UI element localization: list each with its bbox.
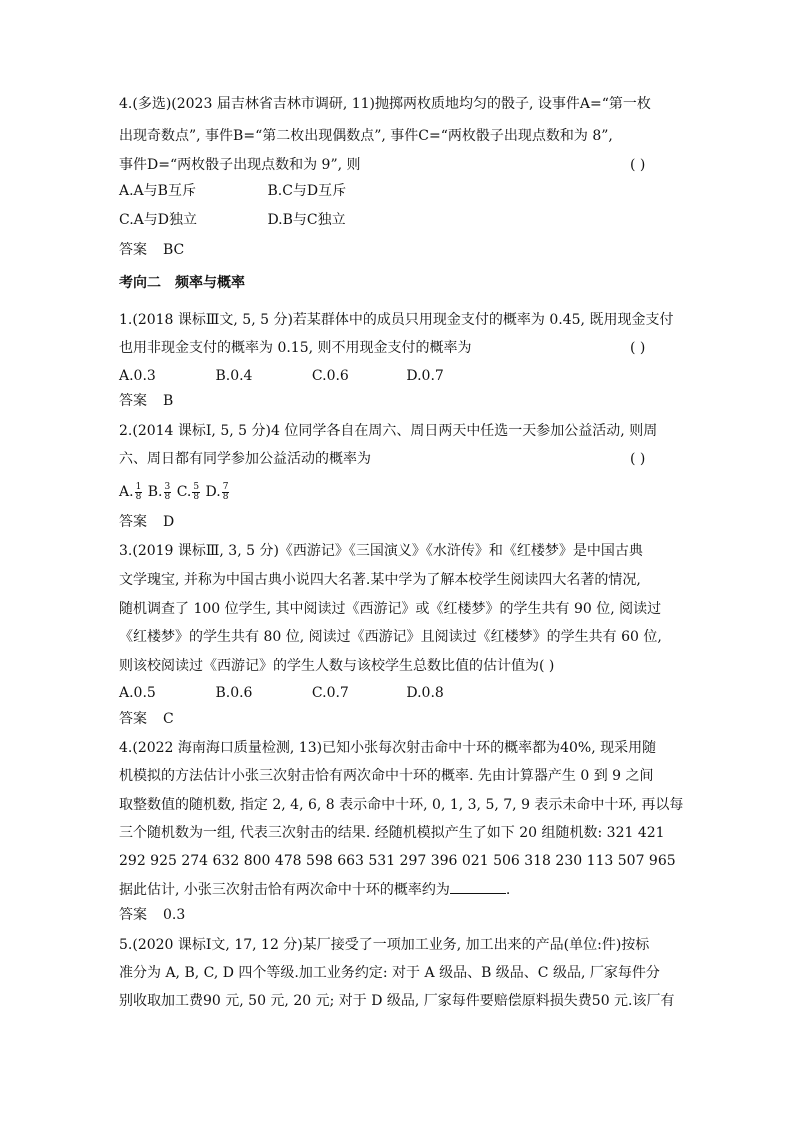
q1-line-1: 1.(2018 课标Ⅲ文, 5, 5 分)若某群体中的成员只用现金支付的概率为 0.45, 既用现金支付 bbox=[119, 312, 674, 328]
answer-value: BC bbox=[163, 242, 185, 258]
q4-multi-line-2: 出现奇数点”, 事件B=“第二枚出现偶数点”, 事件C=“两枚骰子出现点数和为 8”, bbox=[119, 128, 613, 144]
q4-multi-options-row-1 bbox=[119, 181, 346, 201]
option-d: D.B与C独立 bbox=[267, 212, 346, 228]
q1-options bbox=[119, 366, 444, 386]
answer-value: 0.3 bbox=[163, 907, 186, 923]
q1-line-2: 也用非现金支付的概率为 0.15, 则不用现金支付的概率为 bbox=[119, 340, 472, 356]
answer-value: B bbox=[163, 393, 174, 409]
answer-label: 答案 bbox=[119, 711, 147, 727]
q2-line-1: 2.(2014 课标Ⅰ, 5, 5 分)4 位同学各自在周六、周日两天中任选一天参加公益活动, 则周 bbox=[119, 423, 658, 439]
option-a: A.0.5 bbox=[119, 685, 156, 701]
q3-line-3: 随机调查了 100 位学生, 其中阅读过《西游记》或《红楼梦》的学生共有 90 位, 阅读过 bbox=[119, 601, 662, 617]
answer-label: 答案 bbox=[119, 514, 147, 530]
answer-value: D bbox=[163, 514, 175, 530]
option-a: A. $\frac{1}{8}$ bbox=[119, 481, 142, 502]
q3-answer bbox=[119, 709, 174, 729]
q4-line-5: 292 925 274 632 800 478 598 663 531 297 396 021 506 318 230 113 507 965 bbox=[119, 853, 676, 869]
option-a: A.0.3 bbox=[119, 368, 156, 384]
q4-multi-line-3: 事件D=“两枚骰子出现点数和为 9”, 则 bbox=[119, 157, 361, 173]
option-b: B.0.4 bbox=[215, 368, 253, 384]
q4-multi-answer-paren: ( ) bbox=[630, 157, 646, 173]
section-heading: 考向二 频率与概率 bbox=[119, 275, 245, 291]
q5-line-3: 别收取加工费90 元, 50 元, 20 元; 对于 D 级品, 厂家每件要赔偿原料损失费50 元.该厂有 bbox=[119, 993, 675, 1009]
q3-line-2: 文学瑰宝, 并称为中国古典小说四大名著.某中学为了解本校学生阅读四大名著的情况, bbox=[119, 572, 641, 588]
q2-answer bbox=[119, 512, 174, 532]
q2-line-2: 六、周日都有同学参加公益活动的概率为 bbox=[119, 451, 371, 467]
option-d: D.0.8 bbox=[406, 685, 444, 701]
option-a: A.A与B互斥 bbox=[119, 183, 196, 199]
q4-multi-options-row-2 bbox=[119, 210, 346, 230]
option-b: B.0.6 bbox=[215, 685, 253, 701]
q4-multi-line-1: 4.(多选)(2023 届吉林省吉林市调研, 11)抛掷两枚质地均匀的骰子, 设事件A=“第一枚 bbox=[119, 96, 651, 112]
answer-label: 答案 bbox=[119, 393, 147, 409]
q3-options bbox=[119, 683, 444, 703]
q1-answer bbox=[119, 391, 173, 411]
q2-options bbox=[119, 482, 230, 502]
option-b: B.C与D互斥 bbox=[267, 183, 347, 199]
option-c: C.A与D独立 bbox=[119, 212, 197, 228]
q4-line-4: 三个随机数为一组, 代表三次射击的结果. 经随机模拟产生了如下 20 组随机数: 321 421 bbox=[119, 825, 665, 841]
option-b: B. $\frac{3}{8}$ bbox=[147, 481, 171, 502]
q5-line-1: 5.(2020 课标Ⅰ文, 17, 12 分)某厂接受了一项加工业务, 加工出来的产品(单位:件)按标 bbox=[119, 937, 650, 953]
q5-line-2: 准分为 A, B, C, D 四个等级.加工业务约定: 对于 A 级品、B 级品、C 级品, 厂家每件分 bbox=[119, 965, 660, 981]
q4-answer bbox=[119, 905, 185, 925]
option-d: D.0.7 bbox=[406, 368, 444, 384]
answer-value: C bbox=[163, 711, 174, 727]
q4-line-2: 机模拟的方法估计小张三次射击恰有两次命中十环的概率. 先由计算器产生 0 到 9 之间 bbox=[119, 768, 654, 784]
option-d: D. $\frac{7}{8}$ bbox=[205, 481, 229, 502]
q1-answer-paren: ( ) bbox=[630, 340, 646, 356]
fill-in-blank bbox=[450, 879, 506, 894]
answer-label: 答案 bbox=[119, 907, 147, 923]
answer-label: 答案 bbox=[119, 242, 147, 258]
q3-line-4: 《红楼梦》的学生共有 80 位, 阅读过《西游记》且阅读过《红楼梦》的学生共有 60 位, bbox=[119, 629, 662, 645]
option-c: C. $\frac{5}{8}$ bbox=[176, 481, 200, 502]
q4-line-6: 据此估计, 小张三次射击恰有两次命中十环的概率约为 . bbox=[119, 879, 510, 900]
option-c: C.0.7 bbox=[311, 685, 349, 701]
q4-multi-answer bbox=[119, 240, 184, 260]
q2-answer-paren: ( ) bbox=[630, 451, 646, 467]
q4-line-3: 取整数值的随机数, 指定 2, 4, 6, 8 表示命中十环, 0, 1, 3, 5, 7, 9 表示未命中十环, 再以每 bbox=[119, 797, 684, 813]
option-c: C.0.6 bbox=[311, 368, 349, 384]
q4-line-1: 4.(2022 海南海口质量检测, 13)已知小张每次射击命中十环的概率都为40%, 现采用随 bbox=[119, 740, 657, 756]
q3-line-5: 则该校阅读过《西游记》的学生人数与该校学生总数比值的估计值为( ) bbox=[119, 658, 555, 674]
q3-line-1: 3.(2019 课标Ⅲ, 3, 5 分)《西游记》《三国演义》《水浒传》和《红楼梦》是中国古典 bbox=[119, 543, 643, 559]
